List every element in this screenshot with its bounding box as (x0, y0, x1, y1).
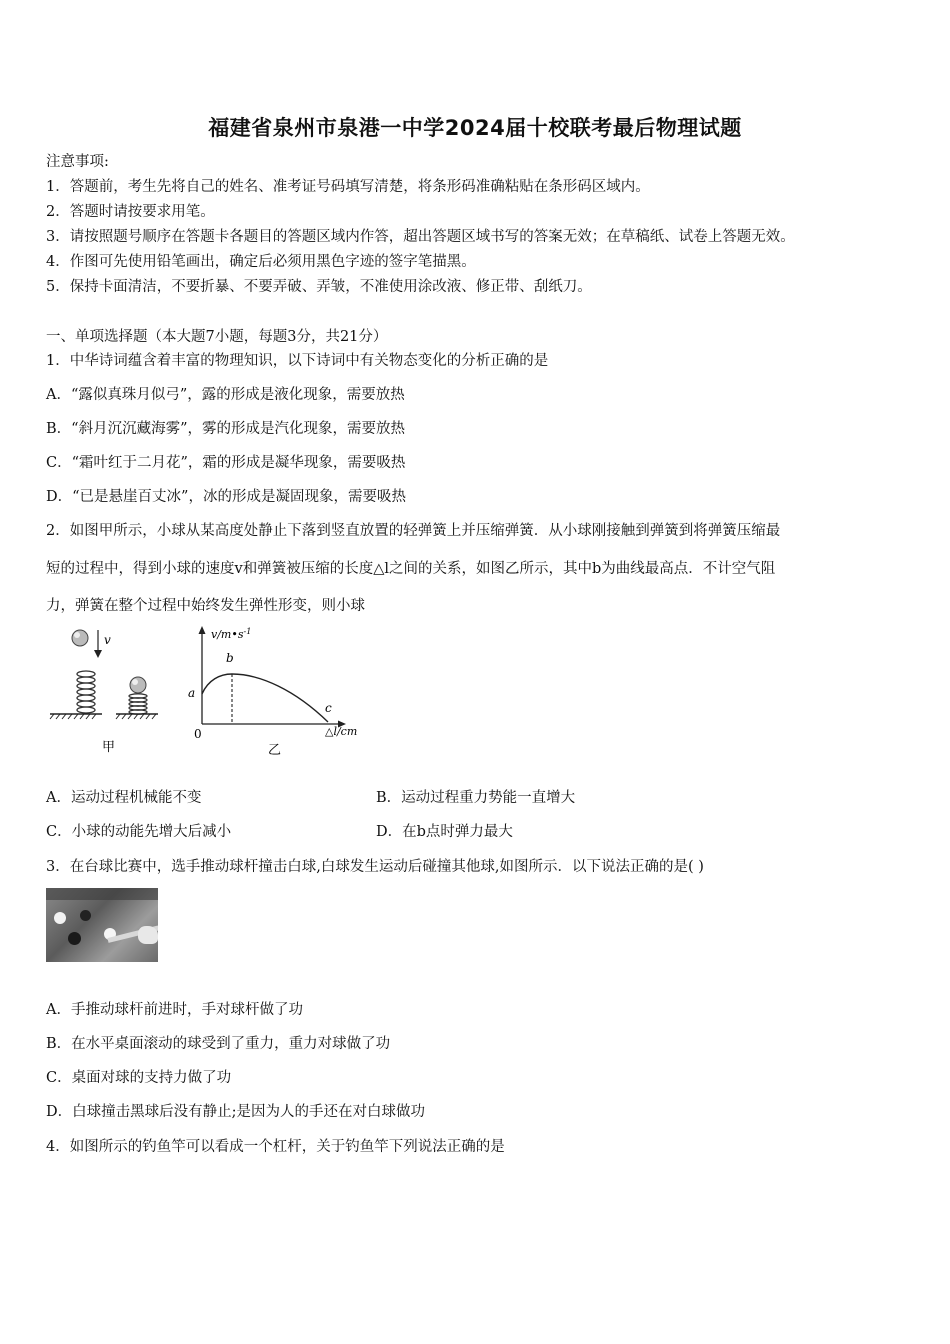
figure-right-caption: 乙 (268, 743, 282, 756)
question-2-option-b: B．运动过程重力势能一直增大 (376, 790, 576, 806)
question-3-option-d: D．白球撞击黑球后没有静止;是因为人的手还在对白球做功 (46, 1104, 426, 1120)
figure-left-caption: 甲 (102, 740, 116, 755)
question-1-option-d: D．“已是悬崖百丈冰”，冰的形成是凝固现象，需要吸热 (46, 489, 406, 505)
question-1-option-a: A．“露似真珠月似弓”，露的形成是液化现象，需要放热 (46, 387, 405, 403)
ball-icon (80, 910, 91, 921)
y-axis-label: $v/m•s^{-1}$ (211, 627, 252, 641)
point-a-label: a (188, 686, 196, 700)
figure-velocity-graph (180, 624, 380, 756)
notice-item: 3．请按照题号顺序在答题卡各题目的答题区域内作答，超出答题区域书写的答案无效；在草稿纸、试卷上答题无效。 (46, 229, 795, 245)
question-2-stem-line: 2．如图甲所示，小球从某高度处静止下落到竖直放置的轻弹簧上并压缩弹簧．从小球刚接触到弹簧到将弹簧压缩最 (46, 523, 781, 539)
ball-icon (54, 912, 66, 924)
notice-heading: 注意事项: (46, 154, 109, 170)
question-2-stem-line: 力，弹簧在整个过程中始终发生弹性形变，则小球 (46, 598, 365, 614)
question-4-stem: 4．如图所示的钓鱼竿可以看成一个杠杆，关于钓鱼竿下列说法正确的是 (46, 1139, 505, 1155)
hand-icon (138, 926, 158, 944)
question-3-option-c: C．桌面对球的支持力做了功 (46, 1070, 232, 1086)
question-2-option-d: D．在b点时弹力最大 (376, 824, 513, 840)
question-1-stem: 1．中华诗词蕴含着丰富的物理知识，以下诗词中有关物态变化的分析正确的是 (46, 353, 549, 369)
billiards-photo (46, 888, 158, 962)
question-3-option-a: A．手推动球杆前进时，手对球杆做了功 (46, 1002, 303, 1018)
question-3-option-b: B．在水平桌面滚动的球受到了重力，重力对球做了功 (46, 1036, 391, 1052)
question-2-option-c: C．小球的动能先增大后减小 (46, 824, 232, 840)
section-heading: 一、单项选择题（本大题7小题，每题3分，共21分） (46, 329, 388, 345)
point-b-label: b (226, 651, 234, 665)
question-2-option-a: A．运动过程机械能不变 (46, 790, 202, 806)
question-2-stem-line: 短的过程中，得到小球的速度v和弹簧被压缩的长度△l之间的关系，如图乙所示，其中b为曲线最高点．不计空气阻 (46, 561, 776, 577)
page-title: 福建省泉州市泉港一中学2024届十校联考最后物理试题 (208, 116, 742, 140)
point-c-label: c (325, 701, 332, 715)
origin-label: 0 (194, 727, 202, 741)
question-1-option-c: C．“霜叶红于二月花”，霜的形成是凝华现象，需要吸热 (46, 455, 406, 471)
notice-item: 1．答题前，考生先将自己的姓名、准考证号码填写清楚，将条形码准确粘贴在条形码区域内。 (46, 179, 650, 195)
question-3-stem: 3．在台球比赛中，选手推动球杆撞击白球,白球发生运动后碰撞其他球,如图所示．以下说法正确的是( ) (46, 859, 704, 875)
figure-spring-ball (46, 624, 162, 756)
velocity-label: v (104, 633, 111, 647)
notice-item: 4．作图可先使用铅笔画出，确定后必须用黑色字迹的签字笔描黑。 (46, 254, 476, 270)
x-axis-label: △l/cm (325, 725, 358, 738)
notice-item: 2．答题时请按要求用笔。 (46, 204, 215, 220)
question-1-option-b: B．“斜月沉沉藏海雾”，雾的形成是汽化现象，需要放热 (46, 421, 405, 437)
ball-icon (68, 932, 81, 945)
notice-item: 5．保持卡面清洁，不要折暴、不要弄破、弄皱，不准使用涂改液、修正带、刮纸刀。 (46, 279, 592, 295)
